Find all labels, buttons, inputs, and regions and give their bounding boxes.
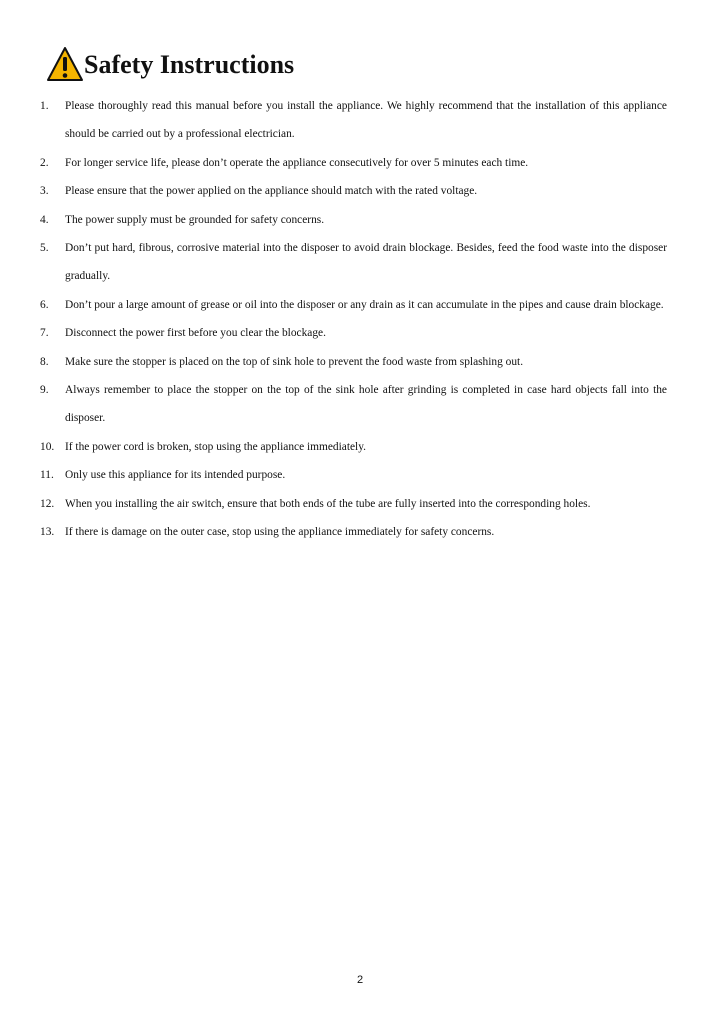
list-item: [0, 490, 720, 518]
list-item: [0, 348, 720, 376]
item-text: The power supply must be grounded for safety concerns.: [65, 213, 325, 226]
item-text: Please thoroughly read this manual before you install the appliance. We highly recommend that the installation of this appliance should be carried out by a professional electrician.: [65, 100, 667, 141]
item-number: 1.: [40, 100, 49, 112]
safety-instructions-list: [0, 92, 720, 547]
item-number: 6.: [40, 298, 49, 311]
list-item: [0, 149, 720, 177]
item-text: Please ensure that the power applied on the appliance should match with the rated voltage.: [65, 185, 478, 198]
item-number: 4.: [40, 213, 49, 226]
item-text: Don’t pour a large amount of grease or oil into the disposer or any drain as it can accumulate in the pipes and cause drain blockage.: [65, 298, 664, 311]
list-item: [0, 319, 720, 347]
item-text: If the power cord is broken, stop using the appliance immediately.: [65, 440, 367, 453]
list-item: [0, 234, 720, 291]
item-number: 13.: [40, 526, 55, 539]
list-item: [0, 461, 720, 489]
list-item: [0, 376, 720, 433]
item-text: Don’t put hard, fibrous, corrosive material into the disposer to avoid drain blockage. Besides, feed the food waste into the disposer gradually.: [65, 242, 667, 283]
item-number: 7.: [40, 327, 49, 340]
list-item: [0, 291, 720, 319]
item-number: 2.: [40, 156, 49, 169]
item-number: 9.: [40, 384, 49, 397]
item-number: 8.: [40, 355, 49, 368]
item-text: If there is damage on the outer case, stop using the appliance immediately for safety concerns.: [65, 526, 495, 539]
list-item: [0, 177, 720, 205]
list-item: [0, 206, 720, 234]
item-text: When you installing the air switch, ensure that both ends of the tube are fully inserted into the corresponding holes.: [65, 497, 591, 510]
warning-triangle-icon: [46, 46, 84, 82]
item-number: 11.: [40, 469, 54, 482]
item-text: Always remember to place the stopper on the top of the sink hole after grinding is completed in case hard objects fall into the disposer.: [65, 384, 667, 425]
list-item: [0, 518, 720, 546]
item-text: For longer service life, please don’t operate the appliance consecutively for over 5 minutes each time.: [65, 156, 529, 169]
section-heading: [46, 44, 294, 84]
item-text: Only use this appliance for its intended purpose.: [65, 469, 286, 482]
page-number: 2: [356, 974, 364, 986]
item-number: 12.: [40, 497, 55, 510]
list-item: [0, 433, 720, 461]
item-text: Make sure the stopper is placed on the top of sink hole to prevent the food waste from splashing out.: [65, 355, 524, 368]
item-text: Disconnect the power first before you clear the blockage.: [65, 327, 326, 340]
item-number: 5.: [40, 242, 49, 255]
item-number: 3.: [40, 185, 49, 198]
item-number: 10.: [40, 440, 55, 453]
page-title: Safety Instructions: [84, 50, 295, 79]
list-item: [0, 92, 720, 149]
